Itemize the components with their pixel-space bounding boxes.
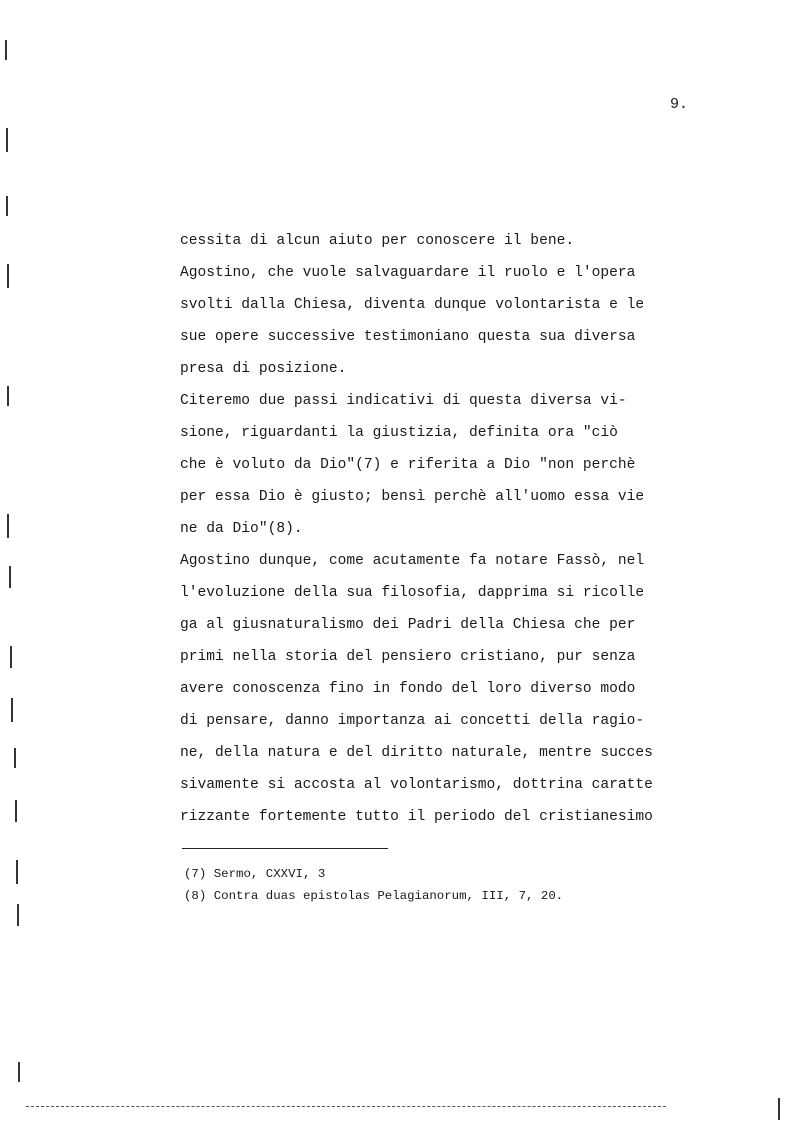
text-line: ne da Dio"(8). — [180, 521, 303, 537]
text-line: presa di posizione. — [180, 361, 347, 377]
text-line: ga al giusnaturalismo dei Padri della Chiesa che per — [180, 617, 636, 633]
page-number: 9. — [670, 96, 689, 113]
text-line: sivamente si accosta al volontarismo, dottrina caratte — [180, 777, 653, 793]
footnote-7: (7) Sermo, CXXVI, 3 — [184, 867, 326, 881]
text-line: Citeremo due passi indicativi di questa diversa vi- — [180, 393, 627, 409]
text-line: ne, della natura e del diritto naturale, mentre succes — [180, 745, 653, 761]
text-line: di pensare, danno importanza ai concetti della ragio- — [180, 713, 645, 729]
text-line: cessita di alcun aiuto per conoscere il bene. — [180, 233, 575, 249]
text-line: rizzante fortemente tutto il periodo del cristianesimo — [180, 809, 653, 825]
text-line: avere conoscenza fino in fondo del loro diverso modo — [180, 681, 636, 697]
text-line: svolti dalla Chiesa, diventa dunque volontarista e le — [180, 297, 645, 313]
text-line: primi nella storia del pensiero cristiano, pur senza — [180, 649, 636, 665]
text-line: sue opere successive testimoniano questa sua diversa — [180, 329, 636, 345]
text-line: che è voluto da Dio"(7) e riferita a Dio "non perchè — [180, 457, 636, 473]
scan-margin-marks — [0, 0, 30, 1123]
text-line: per essa Dio è giusto; bensì perchè all'uomo essa vie — [180, 489, 645, 505]
scan-bottom-rule — [26, 1106, 666, 1107]
text-line: l'evoluzione della sua filosofia, dapprima si ricolle — [180, 585, 645, 601]
footnote-8: (8) Contra duas epistolas Pelagianorum, III, 7, 20. — [184, 889, 564, 903]
footnotes — [184, 864, 744, 908]
scan-bottom-tick — [778, 1098, 780, 1120]
text-line: Agostino dunque, come acutamente fa notare Fassò, nel — [180, 553, 645, 569]
text-line: sione, riguardanti la giustizia, definita ora "ciò — [180, 425, 618, 441]
text-line: Agostino, che vuole salvaguardare il ruolo e l'opera — [180, 265, 636, 281]
footnote-divider — [182, 848, 388, 849]
body-text — [180, 228, 740, 836]
